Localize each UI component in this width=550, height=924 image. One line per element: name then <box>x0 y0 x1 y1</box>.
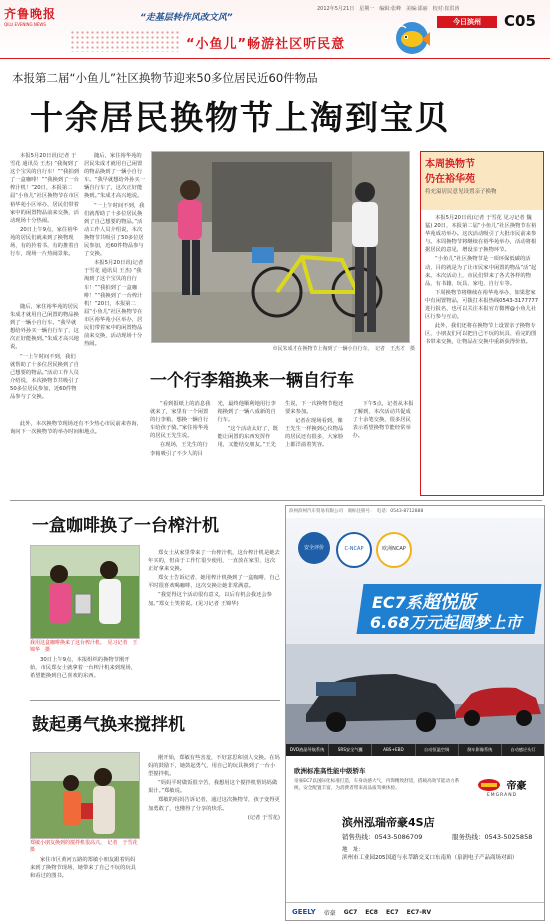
geely-logo: GEELY <box>292 908 316 916</box>
car-image <box>286 644 544 744</box>
dealer-address <box>342 846 538 862</box>
car-advertisement <box>285 505 545 921</box>
sidebar-title-line2: 仍在裕华苑 <box>425 174 475 185</box>
story1-paragraph: 此外，本次换物节现场还有不少热心市民前来咨询，询问下一次换物节的举办时间和地点。 <box>10 421 142 436</box>
story1-text-col1c <box>10 420 144 500</box>
ad-product-price: 6.68万元起圆梦上市 <box>370 613 522 632</box>
sidebar-box <box>420 151 544 496</box>
ad-brand-description: 帝豪EC7以国际化标准打造，车身动感大气，内饰精致舒适，搭载高效节能动力系统，安全配置丰富，为消费者带来高品质驾乘体验。 <box>294 779 460 791</box>
section-divider <box>30 700 280 701</box>
story3-paragraph: 30日上午9点，本报组织的换物节刚开始，市民郑女士就拿着一台榨汁机来到现场，希望能换到自己喜欢的东西。 <box>30 657 136 680</box>
feature-tag: DVD液晶导航系统 <box>286 744 329 756</box>
ad-top-note: 滨州滨州汽车贸易有限公司 商标注册号： 电话：0543-8712888 <box>289 509 424 514</box>
story2-paragraph: “看到报纸上的消息我就来了，家里有一个闲置的行李箱，想换一辆自行车给孩子骑。”家住裕华苑的居民王先生说。 <box>150 401 211 440</box>
dealer-block <box>286 814 544 894</box>
story1-paragraph: 本报5月20日讯(记者 于雪花 通讯员 王杰) “我淘到了这个宝贝的自行车！”“我拍到了一盒咖啡！”“我换到了一台榨汁机！”20日，本报第二届“小鱼儿”社区换物节在市区裕华苑小区举办，居民们带着家中的闲置物品前来交换，活动现场十分热闹。 <box>10 153 80 224</box>
story3-photo-caption: 我用这盒咖啡换来了这台榨汁机。 见习记者 王锦华 摄 <box>30 640 138 653</box>
story4-paragraph: 刚开始，郑敏有些害羞，不好意思和别人交换。在妈妈的鼓励下，她鼓起勇气，用自己的玩具换到了一台小型搅拌机。 <box>148 755 280 778</box>
feature-tag: 自动感应头灯 <box>510 747 536 752</box>
service-phone-row <box>452 832 532 841</box>
address-value: 滨州市工业园205国道与永莘路交叉口东南角（泉润电子产品商场对面） <box>342 855 518 861</box>
sidebar-paragraph: 本报5月20日讯(记者 于雪花 见习记者 魏猛) 20日，本报第二届“小鱼儿”社区换物节在裕华苑成功举办。这次活动吸引了大批市民前来参与。本周换物节将继续在裕华苑举办，活动将根据居民的意见，增设亲子换物环节。 <box>425 215 537 254</box>
feature-tag: 倒车影像系统 <box>459 744 502 756</box>
story1-paragraph-cont: “一上午时间不到，我们就帮助了十多位居民换到了自己想要的物品。”活动工作人员介绍说，本次换物节共吸引了50多位居民参加，近60件物品参与了交换。 <box>84 202 145 258</box>
feature-tag: 自动恒温空调 <box>416 744 459 756</box>
slogan: “走基层转作风改文风” <box>140 13 233 23</box>
sidebar-header <box>421 152 543 210</box>
feature-tag: ABS+EBD <box>372 744 415 756</box>
model-ec7-rv: EC7-RV <box>406 908 432 916</box>
brand-logo-text: 帝豪 <box>506 781 527 792</box>
feature-tag: SRS安全气囊 <box>329 744 372 756</box>
story2-paragraph: 在现场，王先生的行李箱吸引了不少人的目光，最终他顺利地用行李箱换到了一辆八成新的自行车。 <box>150 401 276 457</box>
decor-dot-pattern <box>70 30 180 52</box>
sidebar-paragraph: 下周换物节将继续在裕华苑举办，如果您家中有闲置物品，可拨打本报热线0543-3177777进行报名，也可以关注本报官方微博@小鱼儿社区行参与互动。 <box>425 289 539 321</box>
story3-paragraph: 郑女士告诉记者，她用榨汁机换到了一盒咖啡，自己平时很喜欢喝咖啡，这次交换让她非常满意。 <box>148 575 280 590</box>
section-badge: 今日滨州 <box>437 16 497 28</box>
story4-photo-caption: 郑敏小朋友换到的搅拌机很高兴。 记者 于雪花 摄 <box>30 840 143 853</box>
dealer-name: 滨州泓瑞帝豪4S店 <box>342 816 435 829</box>
logo-subtext: QILU EVENING NEWS <box>4 22 46 27</box>
sales-phone: 0543-5086709 <box>374 833 423 841</box>
award-badge-safety: 安全评价 <box>298 532 330 564</box>
sales-phone-label: 销售热线： <box>342 833 375 841</box>
story2-text <box>150 400 415 495</box>
story4-paragraph: “妈妈平时做饭很辛苦，我想用这个搅拌机帮妈妈做果汁。”郑敏说。 <box>148 780 278 795</box>
story3-text-right <box>148 549 280 697</box>
photo-blender-child <box>30 752 140 839</box>
story2-paragraph: 下午5点，记者从本报了解到，本次活动共促成了十余笔交换，很多居民表示希望换物节能经常举办。 <box>352 401 414 440</box>
story4-paragraph: 家住市区黄河五路的郑敏小朋友跟着妈妈来到了换物节现场，她带来了自己不玩的玩具和看过的图书。 <box>30 857 136 880</box>
story2-paragraph: “这个活动太好了，既能让闲置的东西发挥作用，又能结交朋友。”王先生说，下一次换物节他还要来参加。 <box>217 401 344 449</box>
story2-headline: 一个行李箱换来一辆自行车 <box>150 371 354 391</box>
ad-brand-line: 欧洲标准高性能中级轿车 <box>294 767 366 775</box>
sidebar-title-line1: 本周换物节 <box>425 159 475 170</box>
sidebar-body <box>421 210 543 496</box>
service-phone: 0543-5025858 <box>484 833 533 841</box>
sidebar-paragraph: “小鱼儿”社区换物节是一项环保低碳的活动，目的就是为了让市民家中闲置的物品“活”起来。本次活动上，市民们带来了各式各样的物品，有书籍、玩具、家电、自行车等。 <box>425 256 537 287</box>
story4-headline: 鼓起勇气换来搅拌机 <box>32 715 185 735</box>
award-badge-euro: 欧洲NCAP <box>376 532 412 568</box>
masthead <box>0 0 550 59</box>
story4-text-left <box>30 856 140 918</box>
service-phone-label: 服务热线： <box>452 833 485 841</box>
story1-paragraph: “一上午时间不到，我们就帮助了十多位居民换到了自己想要的物品。”活动工作人员介绍说，本次换物节共吸引了50多位居民参加，近60件物品参与了交换。 <box>10 353 79 401</box>
headline-kicker: 本报第二届“小鱼儿”社区换物节迎来50多位居民近60件物品 <box>12 71 318 85</box>
award-badges <box>298 528 418 568</box>
ad-product-edition: 超悦版 <box>421 592 476 613</box>
story4-paragraph: 郑敏的妈妈告诉记者，通过这次换物节，孩子变得更加勇敢了，也懂得了分享的快乐。 <box>148 797 280 812</box>
story1-text-col1 <box>10 152 80 302</box>
date-line: 2012年5月21日 星期一 编辑:张峰 美编:邵丽 校对:崔洪涛 <box>317 6 460 12</box>
feature-tags <box>286 744 544 756</box>
logo-text: 齐鲁晚报 <box>4 7 57 21</box>
story3-paragraph: “我觉得这个活动很有意义，以后有机会我还会参加。”郑女士笑着说。(见习记者 王锦华) <box>148 592 272 607</box>
model-gc7: GC7 <box>343 908 358 916</box>
photo1-caption: 市民朱成才在换物节上淘到了一辆小自行车。 记者 王杰才 摄 <box>272 346 415 352</box>
story2-paragraph: 记者在现场看到，像王先生一样换到心仪物品的居民还有很多，大家脸上都洋溢着笑容。 <box>285 418 344 449</box>
brand-logo-en: EMGRAND <box>486 793 518 798</box>
main-headline: 十余居民换物节上淘到宝贝 <box>30 98 450 137</box>
story1-paragraph: 20日上午9点，家住裕华苑的居民们就来到了换物现场，有的拎着书，有的推着自行车，现场一片热闹景象。 <box>10 226 79 258</box>
banner-title: “小鱼儿”畅游社区听民意 <box>186 37 346 52</box>
story1-paragraph-cont: 本报5月20日讯(记者 于雪花 通讯员 王杰) “我淘到了这个宝贝的自行车！”“我拍到了一盒咖啡！”“我换到了一台榨汁机！”20日，本报第二届“小鱼儿”社区换物节在市区裕华苑小区举办，居民们带着家中的闲置物品前来交换，活动现场十分热闹。 <box>84 260 144 348</box>
fish-mascot-icon <box>392 20 432 56</box>
newspaper-logo <box>4 5 62 33</box>
story3-paragraph: 郑女士从家里带来了一台榨汁机，这台榨汁机是她去年买的，但由于工作忙很少使用，一直放在家里，这次正好拿来交换。 <box>148 550 280 573</box>
ad-bottom-bar <box>286 902 545 921</box>
model-ec7: EC7 <box>385 908 399 916</box>
model-ec8: EC8 <box>365 908 378 916</box>
award-badge-cncap: C-NCAP <box>336 532 372 568</box>
story1-paragraph-cont: 随后，家住裕华苑的居民朱成才就用自己闲置的物品换到了一辆小自行车。“我早就想给外孙买一辆自行车了，这次正好能换到。”朱成才高兴地说。 <box>84 153 146 200</box>
story1-paragraph: 随后，家住裕华苑的居民朱成才就用自己闲置的物品换到了一辆小自行车。“我早就想给外孙买一辆自行车了，这次正好能换到。”朱成才高兴地说。 <box>10 304 79 351</box>
emgrand-logo-icon <box>477 778 501 792</box>
ad-hero <box>286 518 544 756</box>
page-number: C05 <box>504 12 536 30</box>
ad-product-name: EC7系 <box>372 593 422 612</box>
story4-paragraph: (记者 于雪花) <box>247 814 280 821</box>
sidebar-subtitle: 将充溢居民意见设置亲子换物 <box>425 189 497 195</box>
story3-headline: 一盒咖啡换了一台榨汁机 <box>32 516 219 536</box>
section-divider <box>10 500 542 501</box>
brand-mark: 帝豪 <box>323 909 336 917</box>
sales-phone-row <box>342 832 422 841</box>
brand-logo <box>472 774 532 804</box>
story4-text-right <box>148 754 280 916</box>
address-label: 地 址： <box>342 847 365 853</box>
story3-text-left <box>30 656 140 696</box>
sidebar-paragraph: 此外，我们还将在换物节上设置亲子换物专区，小朋友们可以把自己不玩的玩具、看完的图书带来交换，让物品在交换中重新获得价值。 <box>425 323 537 346</box>
photo-juicer <box>30 545 140 639</box>
story1-text-col2 <box>84 152 146 417</box>
photo-bicycle-exchange <box>151 151 410 343</box>
